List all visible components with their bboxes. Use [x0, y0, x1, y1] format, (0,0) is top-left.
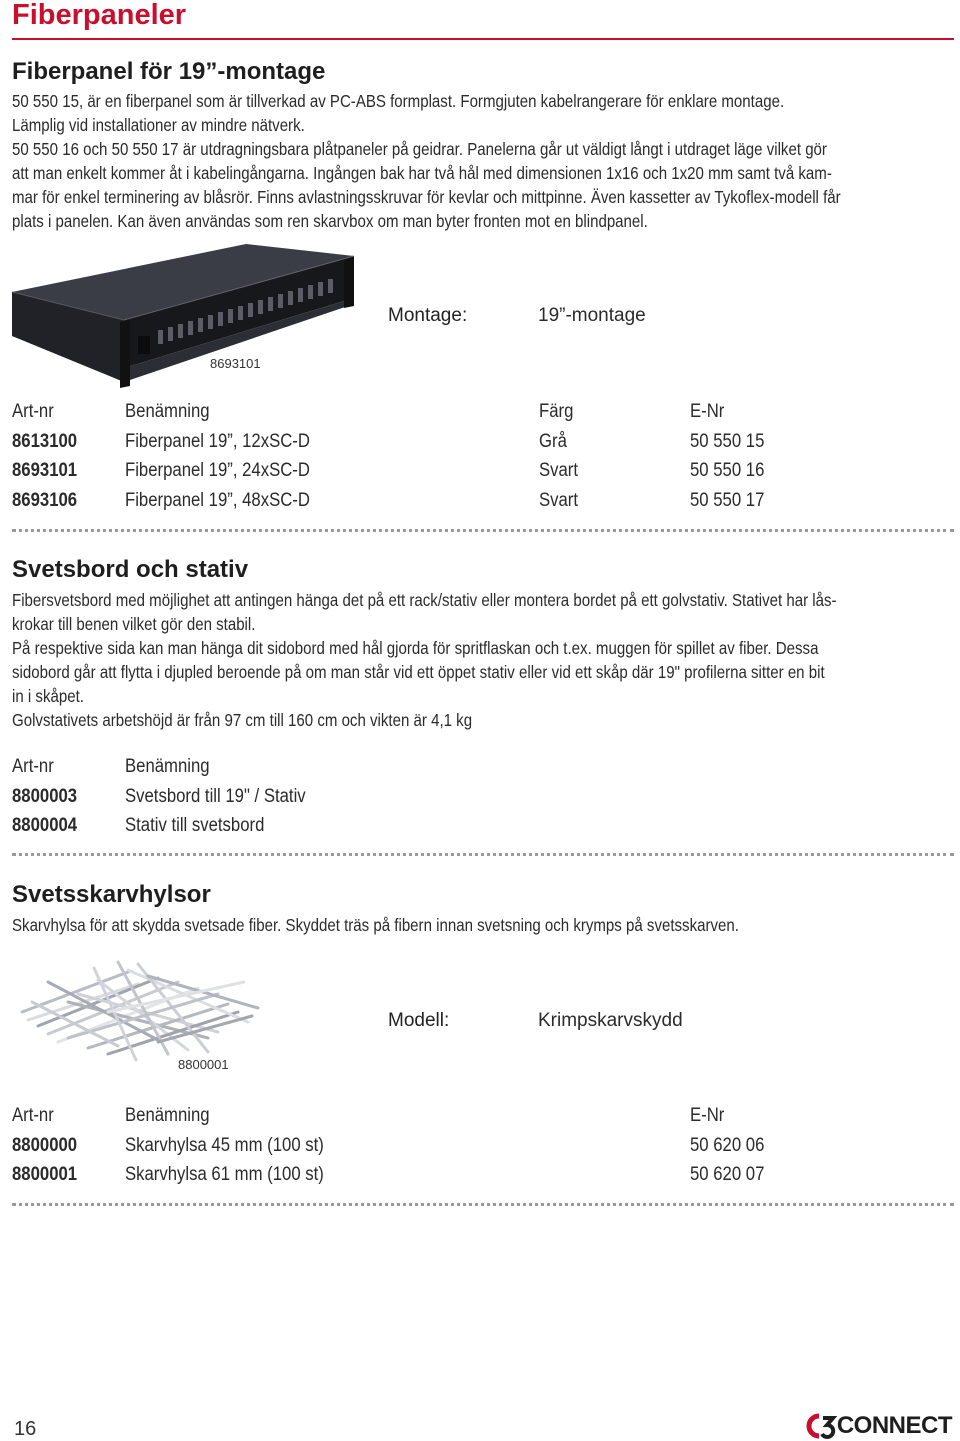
product-table-svetsskarvhylsor — [12, 1101, 952, 1190]
section-description-svetsbord — [12, 588, 952, 732]
table-header-row — [12, 1101, 952, 1131]
page-title: Fiberpaneler — [12, 0, 187, 31]
logo-wordmark: CONNECT — [836, 1412, 952, 1439]
table-row — [12, 427, 952, 457]
spec-value-modell: Krimpskarvskydd — [538, 1010, 683, 1031]
column-header-benamning: Benämning — [125, 756, 210, 777]
c3-connect-logo — [803, 1412, 952, 1440]
paragraph-line: 50 550 15, är en fiberpanel som är tillverkad av PC-ABS formplast. Formgjuten kabelrangerare för enklare montage. — [12, 91, 785, 111]
section-heading-svetsbord: Svetsbord och stativ — [12, 556, 249, 583]
product-table-svetsbord — [12, 752, 952, 841]
paragraph-line: På respektive sida kan man hänga dit sidobord med hål gjorda för spritflaskan och t.ex. muggen för spillet av fiber. Dessa — [12, 638, 819, 658]
section-heading-fiberpanel: Fiberpanel för 19”-montage — [12, 58, 326, 85]
art-nr-cell: 8800004 — [12, 815, 78, 836]
image-caption: 8800001 — [178, 1057, 229, 1072]
e-nr-cell: 50 550 16 — [690, 460, 765, 481]
paragraph-line: mar för enkel terminering av blåsrör. Finns avlastningsskruvar för kevlar och mittpinne. Även kassetter av Tykoflex-modell får — [12, 187, 841, 207]
art-nr-cell: 8800001 — [12, 1164, 78, 1185]
benamning-cell: Stativ till svetsbord — [125, 815, 265, 836]
paragraph-line: sidobord går att flytta i djupled beroende på om man står vid ett öppet stativ eller vid ett skåp där 19" profilerna sitter en bit — [12, 662, 825, 682]
paragraph-line: Golvstativets arbetshöjd är från 97 cm till 160 cm och vikten är 4,1 kg — [12, 710, 473, 730]
paragraph-line: 50 550 16 och 50 550 17 är utdragningsbara plåtpaneler på geidrar. Panelerna går ut väldigt långt i utdraget läge vilket gör — [12, 139, 827, 159]
table-row — [12, 782, 952, 812]
table-row — [12, 456, 952, 486]
art-nr-cell: 8613100 — [12, 430, 78, 452]
e-nr-cell: 50 550 15 — [690, 430, 765, 452]
spec-value-montage: 19”-montage — [538, 305, 646, 326]
column-header-benamning: Benämning — [125, 401, 210, 422]
benamning-cell: Skarvhylsa 45 mm (100 st) — [125, 1134, 324, 1156]
title-rule — [12, 38, 954, 40]
farg-cell: Grå — [539, 430, 567, 452]
art-nr-cell: 8800003 — [12, 785, 78, 807]
fiberpanel-product-image — [8, 240, 358, 390]
section-description-fiberpanel — [12, 89, 952, 233]
table-header-row — [12, 397, 952, 427]
section-description-svetsskarvhylsor — [12, 913, 952, 937]
section-heading-svetsskarvhylsor: Svetsskarvhylsor — [12, 881, 211, 908]
paragraph-line: Skarvhylsa för att skydda svetsade fiber. Skyddet träs på fibern innan svetsning och krymps på svetsskarven. — [12, 915, 739, 935]
table-row — [12, 486, 952, 516]
page-number: 16 — [14, 1418, 37, 1440]
paragraph-line: Fibersvetsbord med möjlighet att antingen hänga det på ett rack/stativ eller montera bordet på ett golvstativ. Stativet har lås- — [12, 590, 837, 610]
paragraph-line: krokar till benen vilket gör den stabil. — [12, 614, 256, 634]
table-row — [12, 811, 952, 841]
paragraph-line: plats i panelen. Kan även användas som ren skarvbox om man byter fronten mot en blindpanel. — [12, 211, 648, 231]
column-header-e-nr: E-Nr — [690, 401, 725, 422]
benamning-cell: Fiberpanel 19”, 24xSC-D — [125, 460, 310, 481]
paragraph-line: in i skåpet. — [12, 686, 84, 706]
product-table-fiberpanel — [12, 397, 952, 515]
column-header-art-nr: Art-nr — [12, 756, 54, 777]
column-header-e-nr: E-Nr — [690, 1105, 725, 1126]
art-nr-cell: 8693101 — [12, 460, 78, 481]
image-caption: 8693101 — [210, 356, 261, 371]
spec-label-montage: Montage: — [388, 305, 468, 326]
e-nr-cell: 50 620 07 — [690, 1164, 765, 1185]
table-header-row — [12, 752, 952, 782]
table-row — [12, 1160, 952, 1190]
section-divider — [12, 853, 954, 856]
e-nr-cell: 50 620 06 — [690, 1134, 765, 1156]
column-header-farg: Färg — [539, 401, 574, 422]
spec-label-modell: Modell: — [388, 1010, 450, 1031]
c3-logo-mark-icon — [803, 1412, 837, 1440]
benamning-cell: Skarvhylsa 61 mm (100 st) — [125, 1164, 324, 1185]
art-nr-cell: 8800000 — [12, 1134, 78, 1156]
section-divider — [12, 529, 954, 532]
e-nr-cell: 50 550 17 — [690, 489, 765, 511]
paragraph-line: Lämplig vid installationer av mindre nätverk. — [12, 115, 305, 135]
column-header-benamning: Benämning — [125, 1105, 210, 1126]
column-header-art-nr: Art-nr — [12, 1105, 54, 1126]
benamning-cell: Svetsbord till 19" / Stativ — [125, 785, 306, 807]
splice-sleeves-product-image — [8, 942, 268, 1072]
farg-cell: Svart — [539, 489, 579, 511]
benamning-cell: Fiberpanel 19”, 48xSC-D — [125, 489, 310, 511]
benamning-cell: Fiberpanel 19”, 12xSC-D — [125, 430, 310, 452]
farg-cell: Svart — [539, 460, 579, 481]
table-row — [12, 1131, 952, 1161]
section-divider — [12, 1203, 954, 1206]
column-header-art-nr: Art-nr — [12, 401, 54, 422]
paragraph-line: att man enkelt kommer åt i kabelingångarna. Ingången bak har två hål med dimensionen 1x16 och 1x20 mm samt två kam- — [12, 163, 832, 183]
art-nr-cell: 8693106 — [12, 489, 78, 511]
